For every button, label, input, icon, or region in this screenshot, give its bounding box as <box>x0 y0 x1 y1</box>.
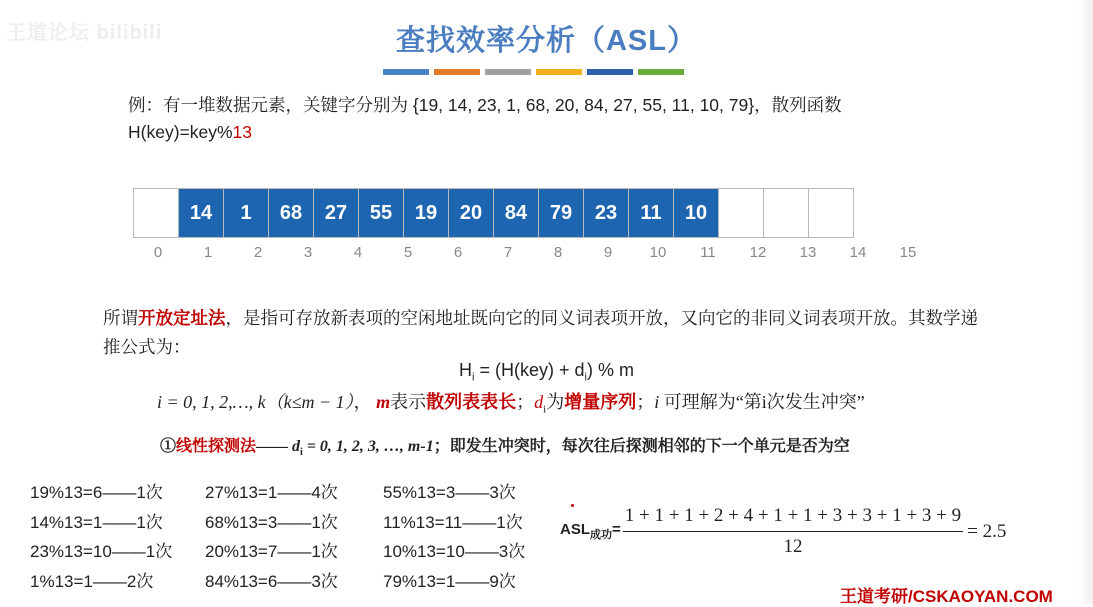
sep-1: ； <box>516 392 535 412</box>
d-subscript: i <box>543 403 547 416</box>
title-color-bar <box>383 69 684 75</box>
hash-cell <box>178 188 224 238</box>
hash-index: 7 <box>503 244 513 261</box>
calc-line: 23%13=10——1次 <box>30 542 173 561</box>
color-bar-segment <box>434 69 480 75</box>
d-text: 为 <box>546 392 565 412</box>
calc-column <box>383 478 553 596</box>
slide-title: 查找效率分析（ASL） <box>395 25 697 57</box>
hash-cell-value: 14 <box>179 189 223 237</box>
linear-probing-line <box>160 433 850 458</box>
asl-numerator: 1 + 1 + 1 + 2 + 4 + 1 + 1 + 3 + 3 + 1 + 3 + 9 <box>623 505 963 532</box>
watermark-logo: 王道论坛 bilibili <box>6 22 163 44</box>
hash-index: 13 <box>799 244 817 261</box>
hash-index: 12 <box>749 244 767 261</box>
asl-equals: = <box>612 521 621 538</box>
hash-cell-value: 20 <box>449 189 493 237</box>
hash-index: 0 <box>153 244 163 261</box>
formula-lhs: H <box>459 360 473 380</box>
hash-cell <box>673 188 719 238</box>
hash-cell-value: 55 <box>359 189 403 237</box>
formula-mid-sub: i <box>584 371 587 384</box>
hash-index: 2 <box>253 244 263 261</box>
slide-edge-shadow <box>1077 0 1093 604</box>
probe-formula <box>0 360 1093 384</box>
linear-d-subscript: i <box>300 447 303 459</box>
hash-cell <box>718 188 764 238</box>
linear-d-variable: d <box>292 438 301 455</box>
hash-cell-value: 1 <box>224 189 268 237</box>
open-addressing-post: ，是指可存放新表项的空闲地址既向它的同义词表项开放，又向它的非同义词表项开放。其数学递推公式为： <box>103 308 978 357</box>
hash-index: 1 <box>203 244 213 261</box>
hash-index: 15 <box>899 244 917 261</box>
hash-cell-value: 19 <box>404 189 448 237</box>
hash-index: 6 <box>453 244 463 261</box>
calc-line: 79%13=1——9次 <box>383 571 516 591</box>
example-text <box>128 92 842 146</box>
calc-line: 68%13=3——1次 <box>205 512 338 532</box>
open-addressing-pre: 所谓 <box>103 308 138 328</box>
color-bar-segment <box>485 69 531 75</box>
hash-index: 5 <box>403 244 413 261</box>
i-text: 可理解为“第i次发生冲突” <box>659 392 865 412</box>
linear-sequence: = 0, 1, 2, 3, …, m-1 <box>302 438 434 455</box>
calc-line: 20%13=7——1次 <box>205 542 338 561</box>
hash-index: 9 <box>603 244 613 261</box>
formula-lhs-sub: i <box>472 371 475 384</box>
calc-column <box>30 478 205 596</box>
hash-index: 10 <box>649 244 667 261</box>
calc-line: 55%13=3——3次 <box>383 483 516 502</box>
sep-2: ； <box>636 392 655 412</box>
hash-index: 14 <box>849 244 867 261</box>
probe-calculations <box>30 478 553 596</box>
hash-cell <box>538 188 584 238</box>
hash-index: 8 <box>553 244 563 261</box>
hash-cell <box>403 188 449 238</box>
asl-formula <box>560 505 1006 558</box>
asl-label <box>560 521 621 542</box>
i-variable: i <box>654 392 660 412</box>
calc-column <box>205 478 383 596</box>
linear-probing-term: 线性探测法 <box>176 438 257 455</box>
calc-line: 11%13=11——1次 <box>383 512 523 532</box>
hash-cell <box>628 188 674 238</box>
calc-line: 84%13=6——3次 <box>205 571 338 591</box>
hash-cell <box>313 188 359 238</box>
formula-definitions: i = 0, 1, 2,…, k（k≤m − 1）， m表示散列表表长；$d_i$为增量序列；i 可理解为“第i次发生冲突” <box>157 392 865 416</box>
d-variable: d <box>534 392 544 412</box>
asl-fraction <box>623 505 963 558</box>
hash-index: 4 <box>353 244 363 261</box>
hash-cell-value: 27 <box>314 189 358 237</box>
d-term: 增量序列 <box>564 392 637 412</box>
asl-result: = 2.5 <box>967 520 1007 542</box>
hash-cell <box>223 188 269 238</box>
hash-cell <box>583 188 629 238</box>
formula-mid: = (H(key) + d <box>474 360 585 380</box>
hash-index: 3 <box>303 244 313 261</box>
hash-cell <box>763 188 809 238</box>
hash-function-prefix: H(key)=key% <box>128 122 233 142</box>
hash-cell-value: 84 <box>494 189 538 237</box>
hash-table <box>133 188 933 261</box>
hash-cell-value: 10 <box>674 189 718 237</box>
hash-cell <box>448 188 494 238</box>
asl-denominator: 12 <box>783 536 803 557</box>
hash-cell-value: 79 <box>539 189 583 237</box>
hash-cell <box>133 188 179 238</box>
color-bar-segment <box>536 69 582 75</box>
hash-table-indices <box>133 244 933 261</box>
calc-line: 14%13=1——1次 <box>30 512 163 532</box>
color-bar-segment <box>383 69 429 75</box>
open-addressing-definition <box>103 304 983 362</box>
color-bar-segment <box>638 69 684 75</box>
hash-function-mod: 13 <box>232 122 253 142</box>
example-hash-line <box>128 119 842 146</box>
color-bar-segment <box>587 69 633 75</box>
hash-table-cells <box>133 188 933 238</box>
hash-cell-value: 23 <box>584 189 628 237</box>
hash-cell-value: 68 <box>269 189 313 237</box>
example-keys-line: 例：有一堆数据元素，关键字分别为 {19, 14, 23, 1, 68, 20, 84, 27, 55, 11, 10, 79}，散列函数 <box>128 95 842 115</box>
m-variable: m <box>376 392 391 412</box>
calc-line: 1%13=1——2次 <box>30 571 154 591</box>
footer-brand: 王道考研/CSKAOYAN.COM <box>840 587 1053 606</box>
linear-probing-dashes: —— <box>256 438 289 455</box>
m-text: 表示 <box>390 392 427 412</box>
calc-line: 10%13=10——3次 <box>383 542 526 561</box>
linear-probing-desc: ；即发生冲突时，每次往后探测相邻的下一个单元是否为空 <box>433 438 850 455</box>
hash-cell <box>493 188 539 238</box>
asl-label-text: ASL <box>560 521 590 538</box>
calc-line: 27%13=1——4次 <box>205 483 338 502</box>
linear-probing-number: ① <box>160 438 177 455</box>
hash-cell <box>358 188 404 238</box>
asl-label-sub: 成功 <box>590 529 612 541</box>
hash-cell <box>808 188 854 238</box>
m-term: 散列表表长 <box>426 392 517 412</box>
open-addressing-term: 开放定址法 <box>138 308 226 328</box>
hash-cell-value: 11 <box>629 189 673 237</box>
formula-rhs: ) % m <box>586 360 634 380</box>
hash-index: 11 <box>700 244 716 261</box>
hash-cell <box>268 188 314 238</box>
calc-line: 19%13=6——1次 <box>30 483 163 502</box>
range-text: i = 0, 1, 2,…, k（k≤m − 1） <box>157 392 354 412</box>
